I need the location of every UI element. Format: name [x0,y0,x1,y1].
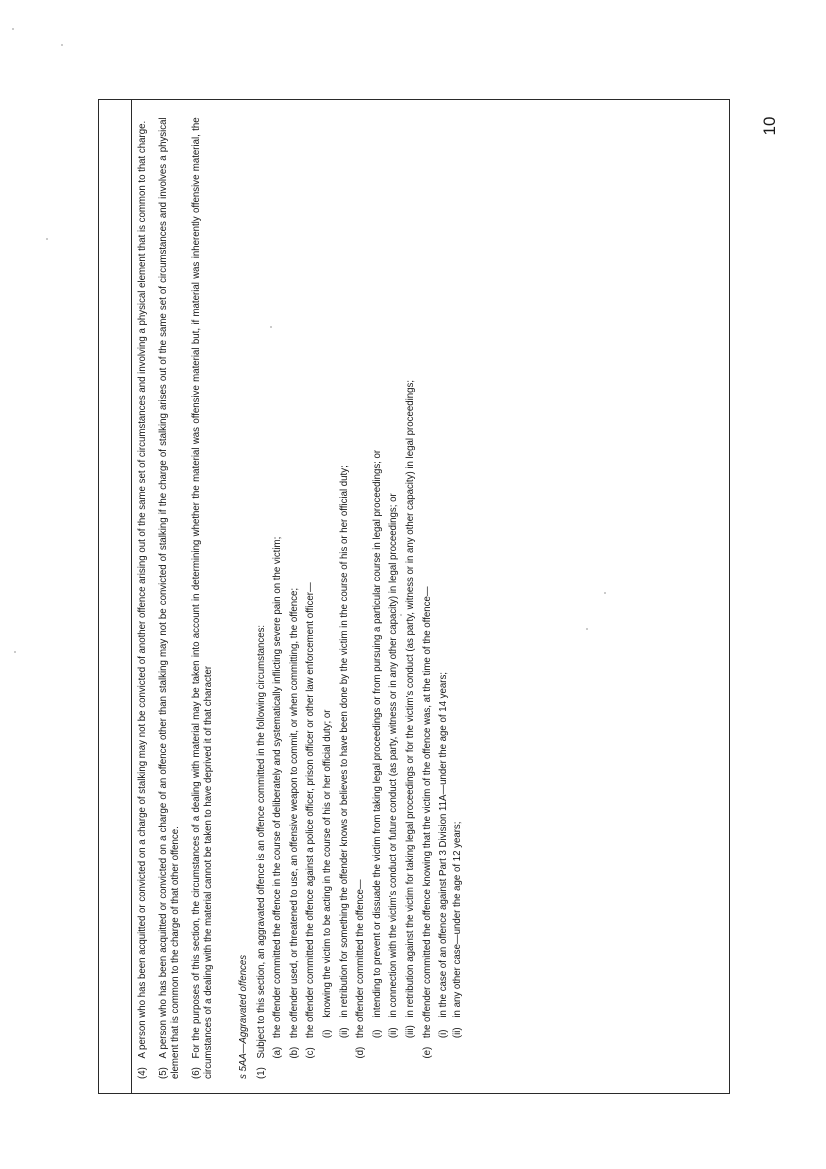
section-heading: s 5AA—Aggravated offences [237,954,249,1079]
list-subitem-c-i [322,117,335,1079]
item-text: in retribution against the victim for taking legal proceedings or for the victim's conduct (as party, witness or in any other capacity) in legal proceedings; [404,380,416,1018]
empty-column-cell [99,100,132,1093]
list-item-b [289,117,302,1079]
item-label: (iii) [404,1025,416,1039]
item-text: the offender committed the offence— [355,879,367,1039]
subsection-4 [137,117,150,1079]
page-number: 10 [760,116,779,136]
subsection-text: Subject to this section, an aggravated offence is an offence committed in the following circumstances: [255,624,267,1059]
subsection-number: (5) [157,1067,169,1079]
list-subitem-e-ii [452,117,465,1079]
item-text: in any other case—under the age of 12 years; [451,821,463,1018]
subsection-number: (4) [137,1067,148,1079]
item-label: (b) [288,1046,300,1059]
list-item-e [422,117,435,1079]
scan-speck [46,238,48,240]
item-label: (ii) [338,1027,350,1039]
subsection-number: (6) [190,1067,202,1079]
item-label: (i) [321,1029,333,1039]
scan-speck [61,44,63,46]
item-label: (a) [272,1046,284,1059]
item-text: knowing the victim to be acting in the course of his or her official duty; or [321,709,333,1018]
item-label: (c) [305,1047,317,1059]
list-subitem-d-i [372,117,385,1079]
list-subitem-e-i [438,117,451,1079]
item-label: (e) [421,1046,433,1059]
scan-speck [12,28,14,30]
item-label: (ii) [451,1027,463,1039]
item-label: (i) [438,1029,450,1039]
item-text: in retribution for something the offender knows or believes to have been done by the victim in the course of his or her official duty; [338,465,350,1018]
rotated-page-content [98,99,730,1094]
item-text: intending to prevent or dissuade the victim from taking legal proceedings or from pursuing a particular course in legal proceedings; or [371,449,383,1018]
subsection-number: (1) [255,1067,267,1079]
list-item-a [272,117,285,1079]
s5aa-subsection-1 [256,117,269,1079]
subsection-text: A person who has been acquitted or convicted on a charge of an offence other than stalking may not be convicted of stalking if the charge of stalking arises out of the same set of circumstances and involves a physical element that is common to the charge of that other offence. [157,117,182,1079]
table-frame [98,99,730,1094]
item-text: in the case of an offence against Part 3 Division 11A—under the age of 14 years; [438,672,450,1018]
list-subitem-c-ii [339,117,352,1079]
subsection-5 [158,117,183,1079]
item-text: the offender committed the offence against a police officer, prison officer or other law enforcement officer— [305,582,317,1039]
item-text: in connection with the victim's conduct or future conduct (as party, witness or in any other capacity) in legal proceedings; or [388,493,400,1018]
list-subitem-d-iii [405,117,418,1079]
item-label: (i) [371,1029,383,1039]
item-text: the offender committed the offence in the course of deliberately and systematically inflicting severe pain on the victim; [272,536,284,1039]
subsection-text: For the purposes of this section, the circumstances of a dealing with material may be taken into account in determining whether the material was offensive material but, if material was inherently offensive material, the circumstances of a dealing with the material cannot be taken to have deprived it of that character [190,117,215,1079]
subsection-text: A person who has been acquitted or convicted on a charge of stalking may not be convicted of another offence arising out of the same set of circumstances and involving a physical element that is common to that charge. [137,120,148,1059]
legislation-text [137,117,464,1079]
item-text: the offender committed the offence knowing that the victim of the offence was, at the time of the offence— [421,586,433,1039]
item-text: the offender used, or threatened to use, an offensive weapon to commit, or when committing, the offence; [288,587,300,1039]
list-item-c [305,117,318,1079]
scan-speck [14,651,16,653]
item-label: (ii) [388,1027,400,1039]
list-item-d [355,117,368,1079]
list-subitem-d-ii [388,117,401,1079]
item-label: (d) [355,1046,367,1059]
subsection-6 [191,117,216,1079]
